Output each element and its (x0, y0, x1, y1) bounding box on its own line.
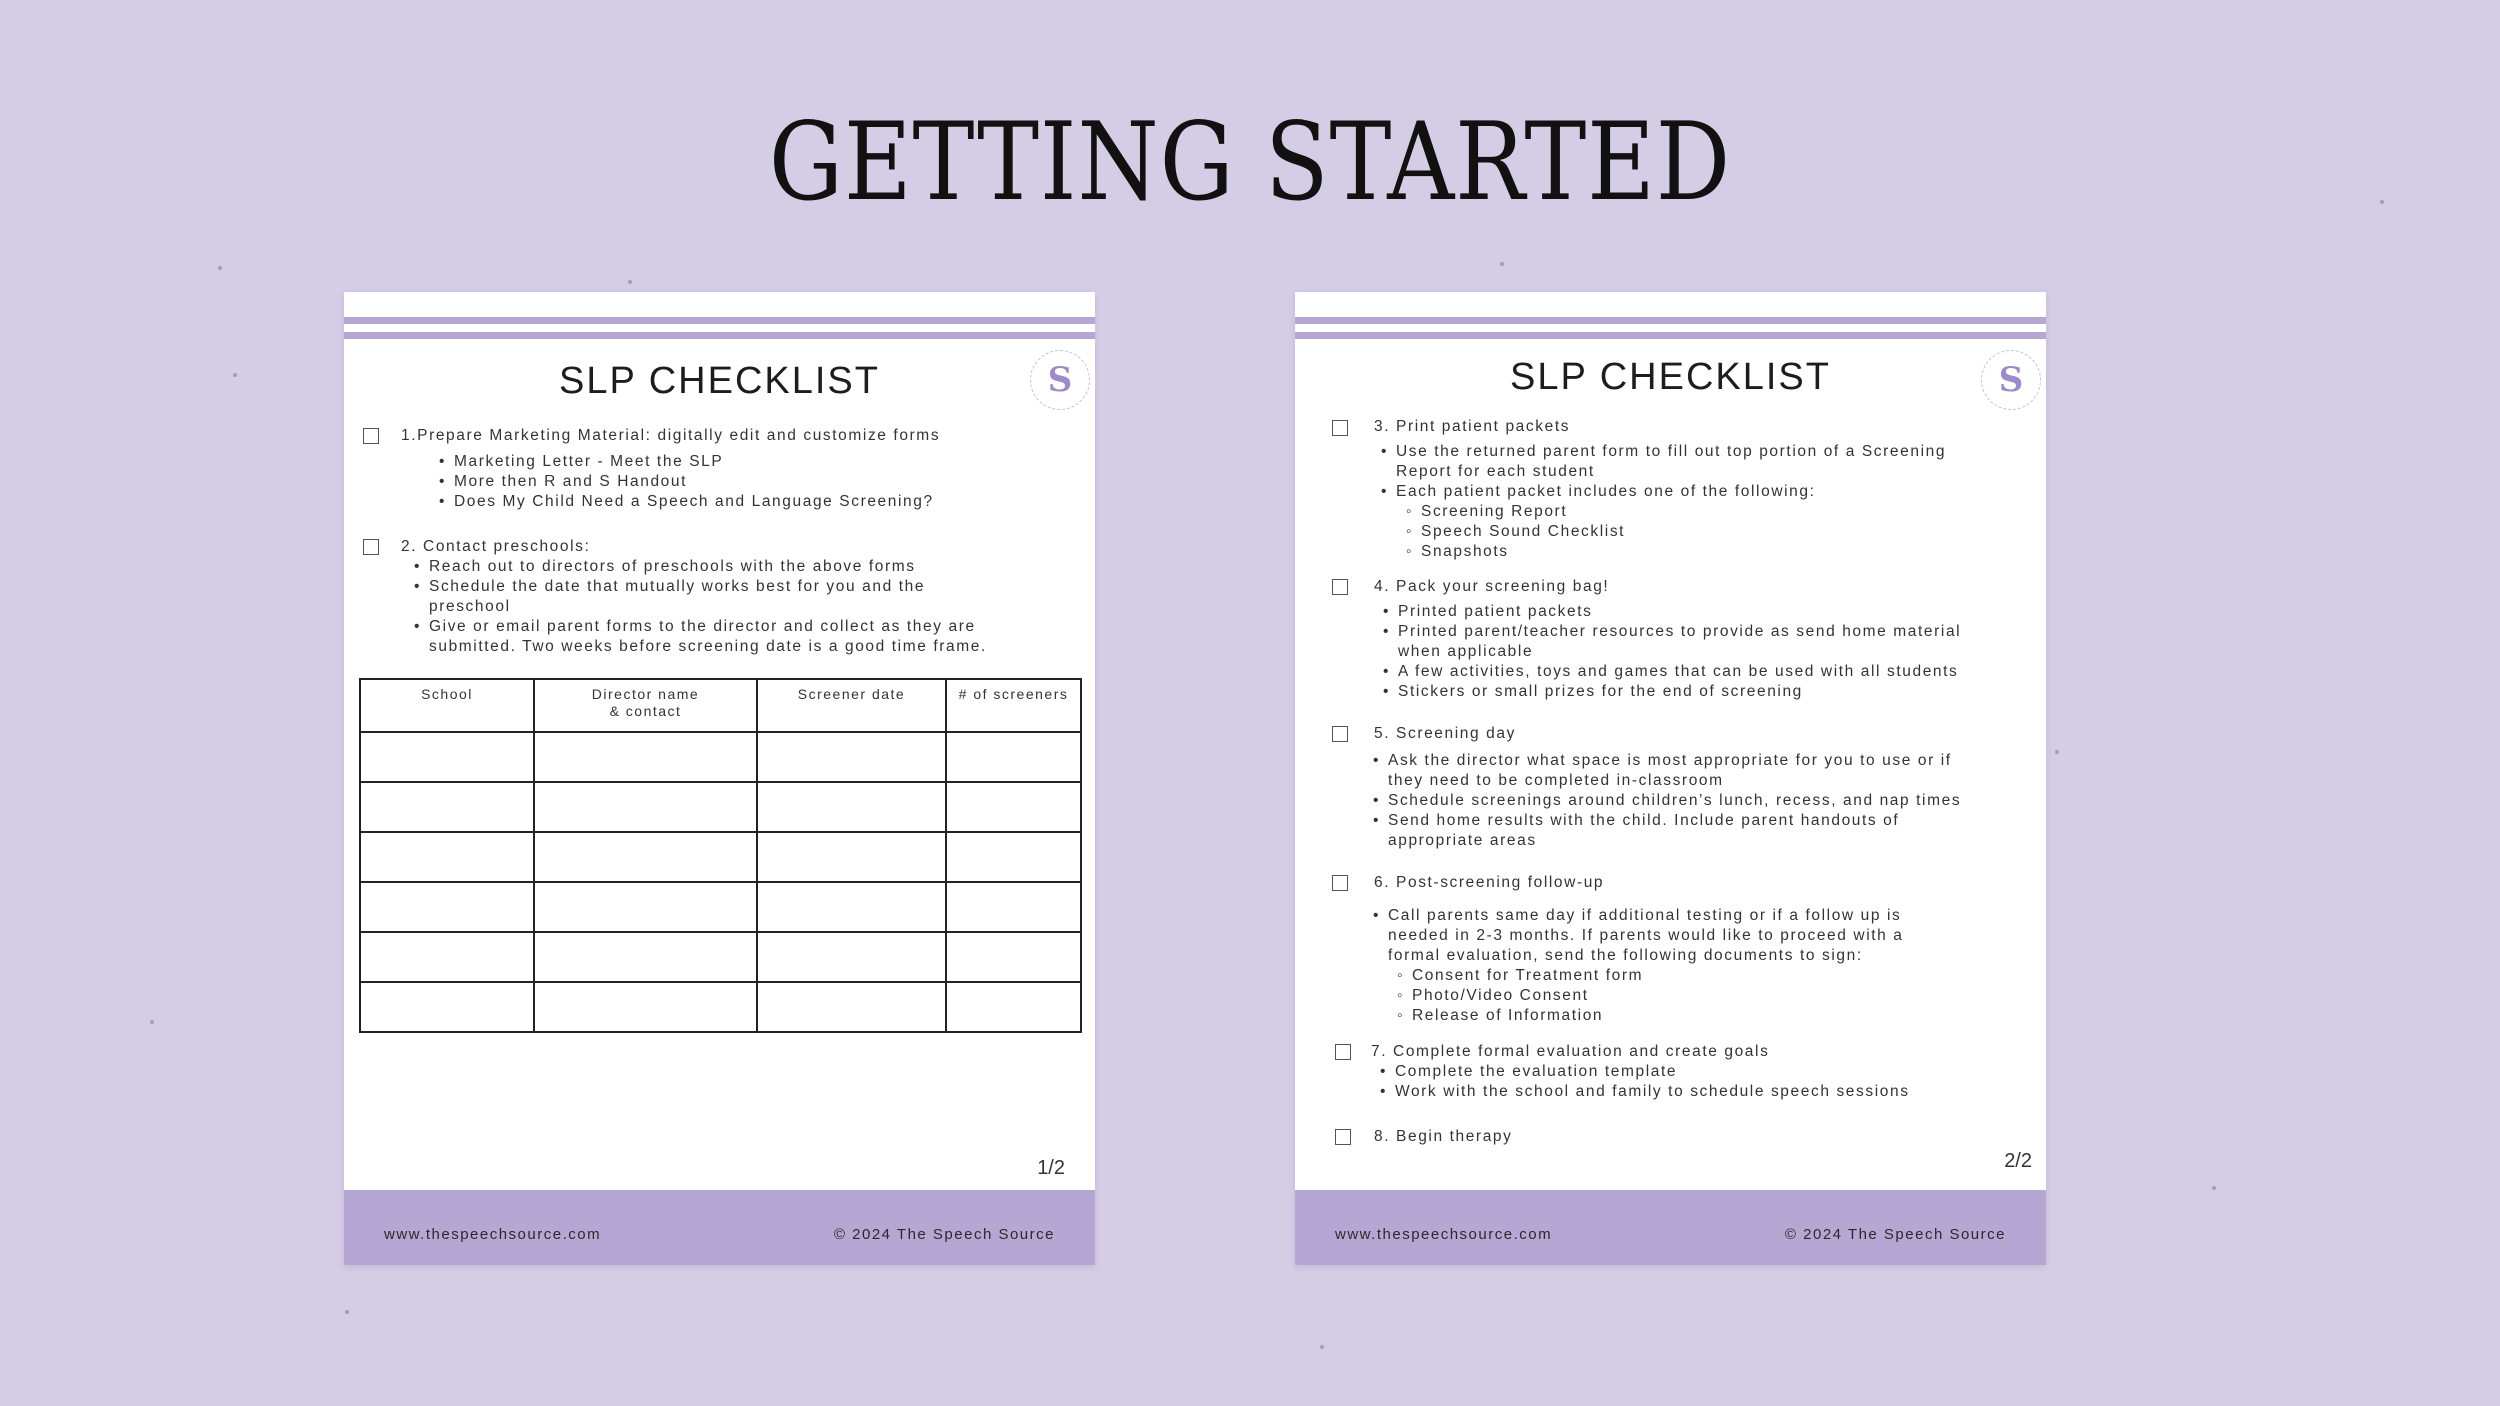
item-4-checkbox[interactable] (1332, 579, 1348, 595)
column-header-screener-date: Screener date (757, 679, 946, 732)
speech-source-logo-icon: S (1030, 350, 1090, 410)
table-cell[interactable] (946, 732, 1081, 782)
item-4-bullet: • Printed parent/teacher resources to provide as send home material (1398, 622, 1961, 642)
item-4-bullet: • A few activities, toys and games that can be used with all students (1398, 662, 1958, 682)
table-cell[interactable] (534, 732, 757, 782)
item-5-text: 5. Screening day (1374, 725, 1516, 742)
item-2-text: 2. Contact preschools: (401, 538, 591, 555)
table-cell[interactable] (946, 982, 1081, 1032)
item-3-bullet: • Use the returned parent form to fill out top portion of a Screening (1396, 442, 1946, 462)
table-row (360, 732, 1081, 782)
background-speck (345, 1310, 349, 1314)
background-speck (233, 373, 237, 377)
item-2-bullet: • Reach out to directors of preschools with the above forms (429, 557, 916, 577)
footer-copyright: © 2024 The Speech Source (1784, 1226, 2006, 1243)
table-cell[interactable] (946, 832, 1081, 882)
item-4-text: 4. Pack your screening bag! (1374, 578, 1610, 595)
item-6-subbullet: ◦ Photo/Video Consent (1412, 986, 1589, 1006)
item-4-bullet: • Printed patient packets (1398, 602, 1592, 622)
item-3-bullet: • Each patient packet includes one of the following: (1396, 482, 1816, 502)
item-2-bullet: • Schedule the date that mutually works best for you and the (429, 577, 925, 597)
item-6-line: formal evaluation, send the following documents to sign: (1388, 947, 1863, 964)
item-2-line: submitted. Two weeks before screening date is a good time frame. (429, 638, 987, 655)
background-speck (218, 266, 222, 270)
background-speck (1500, 262, 1504, 266)
table-cell[interactable] (360, 832, 534, 882)
page-footer (344, 1190, 1095, 1265)
item-2-checkbox[interactable] (363, 539, 379, 555)
item-2-line: preschool (429, 598, 511, 615)
background-speck (150, 1020, 154, 1024)
item-5-bullet: • Schedule screenings around children’s lunch, recess, and nap times (1388, 791, 1961, 811)
footer-copyright: © 2024 The Speech Source (833, 1226, 1055, 1243)
item-2-bullet: • Give or email parent forms to the director and collect as they are (429, 617, 976, 637)
page-title: SLP CHECKLIST (559, 360, 880, 402)
table-cell[interactable] (757, 832, 946, 882)
table-cell[interactable] (360, 732, 534, 782)
item-4-line: when applicable (1398, 643, 1534, 660)
table-row (360, 982, 1081, 1032)
table-cell[interactable] (534, 882, 757, 932)
page-title: SLP CHECKLIST (1510, 356, 1831, 398)
table-cell[interactable] (946, 882, 1081, 932)
table-cell[interactable] (757, 732, 946, 782)
table-cell[interactable] (534, 932, 757, 982)
background-speck (2212, 1186, 2216, 1190)
table-row (360, 832, 1081, 882)
item-8-text: 8. Begin therapy (1374, 1128, 1513, 1145)
table-cell[interactable] (360, 882, 534, 932)
table-cell[interactable] (534, 982, 757, 1032)
header-stripe (344, 332, 1095, 339)
item-7-bullet: • Complete the evaluation template (1395, 1062, 1677, 1082)
checklist-page-1 (344, 292, 1095, 1265)
header-stripe (1295, 317, 2046, 324)
item-5-checkbox[interactable] (1332, 726, 1348, 742)
item-5-bullet: • Send home results with the child. Include parent handouts of (1388, 811, 1899, 831)
item-6-subbullet: ◦ Release of Information (1412, 1006, 1603, 1026)
item-3-subbullet: ◦ Screening Report (1421, 502, 1567, 522)
table-row (360, 782, 1081, 832)
table-cell[interactable] (757, 782, 946, 832)
column-header-school: School (360, 679, 534, 732)
footer-url[interactable]: www.thespeechsource.com (1335, 1226, 1553, 1243)
item-6-line: needed in 2-3 months. If parents would like to proceed with a (1388, 927, 1904, 944)
table-cell[interactable] (946, 932, 1081, 982)
item-3-subbullet: ◦ Snapshots (1421, 542, 1509, 562)
checklist-page-2 (1295, 292, 2046, 1265)
column-header-director: Director name & contact (534, 679, 757, 732)
header-stripe (344, 317, 1095, 324)
page-number: 1/2 (1037, 1157, 1065, 1179)
background-speck (2055, 750, 2059, 754)
item-4-bullet: • Stickers or small prizes for the end of screening (1398, 682, 1803, 702)
background-speck (1320, 1345, 1324, 1349)
table-cell[interactable] (757, 882, 946, 932)
item-5-line: they need to be completed in-classroom (1388, 772, 1724, 789)
item-7-text: 7. Complete formal evaluation and create goals (1371, 1043, 1770, 1060)
background-speck (2380, 200, 2384, 204)
page-footer (1295, 1190, 2046, 1265)
table-row (360, 932, 1081, 982)
header-stripe (1295, 332, 2046, 339)
footer-url[interactable]: www.thespeechsource.com (384, 1226, 602, 1243)
item-3-checkbox[interactable] (1332, 420, 1348, 436)
page-number: 2/2 (2004, 1150, 2032, 1172)
table-cell[interactable] (360, 932, 534, 982)
table-cell[interactable] (360, 982, 534, 1032)
item-1-bullet: • Does My Child Need a Speech and Language Screening? (454, 492, 934, 512)
item-1-bullet: • More then R and S Handout (454, 472, 687, 492)
table-cell[interactable] (360, 782, 534, 832)
table-cell[interactable] (757, 982, 946, 1032)
item-6-subbullet: ◦ Consent for Treatment form (1412, 966, 1643, 986)
item-1-bullet: • Marketing Letter - Meet the SLP (454, 452, 723, 472)
background-speck (628, 280, 632, 284)
item-5-bullet: • Ask the director what space is most appropriate for you to use or if (1388, 751, 1952, 771)
item-1-checkbox[interactable] (363, 428, 379, 444)
table-cell[interactable] (946, 782, 1081, 832)
item-8-checkbox[interactable] (1335, 1129, 1351, 1145)
item-6-text: 6. Post-screening follow-up (1374, 874, 1605, 891)
item-6-bullet: • Call parents same day if additional testing or if a follow up is (1388, 906, 1901, 926)
item-3-text: 3. Print patient packets (1374, 418, 1571, 435)
speech-source-logo-icon: S (1981, 350, 2041, 410)
item-7-bullet: • Work with the school and family to schedule speech sessions (1395, 1082, 1910, 1102)
page-heading: GETTING STARTED (768, 100, 1732, 225)
item-3-line: Report for each student (1396, 463, 1595, 480)
item-5-line: appropriate areas (1388, 832, 1537, 849)
table-cell[interactable] (757, 932, 946, 982)
screening-schedule-table (359, 678, 1082, 1033)
column-header-screeners: # of screeners (946, 679, 1081, 732)
item-7-checkbox[interactable] (1335, 1044, 1351, 1060)
table-cell[interactable] (534, 832, 757, 882)
table-header-row (360, 679, 1081, 732)
table-row (360, 882, 1081, 932)
item-1-text: 1.Prepare Marketing Material: digitally edit and customize forms (401, 427, 941, 444)
table-cell[interactable] (534, 782, 757, 832)
item-6-checkbox[interactable] (1332, 875, 1348, 891)
item-3-subbullet: ◦ Speech Sound Checklist (1421, 522, 1625, 542)
